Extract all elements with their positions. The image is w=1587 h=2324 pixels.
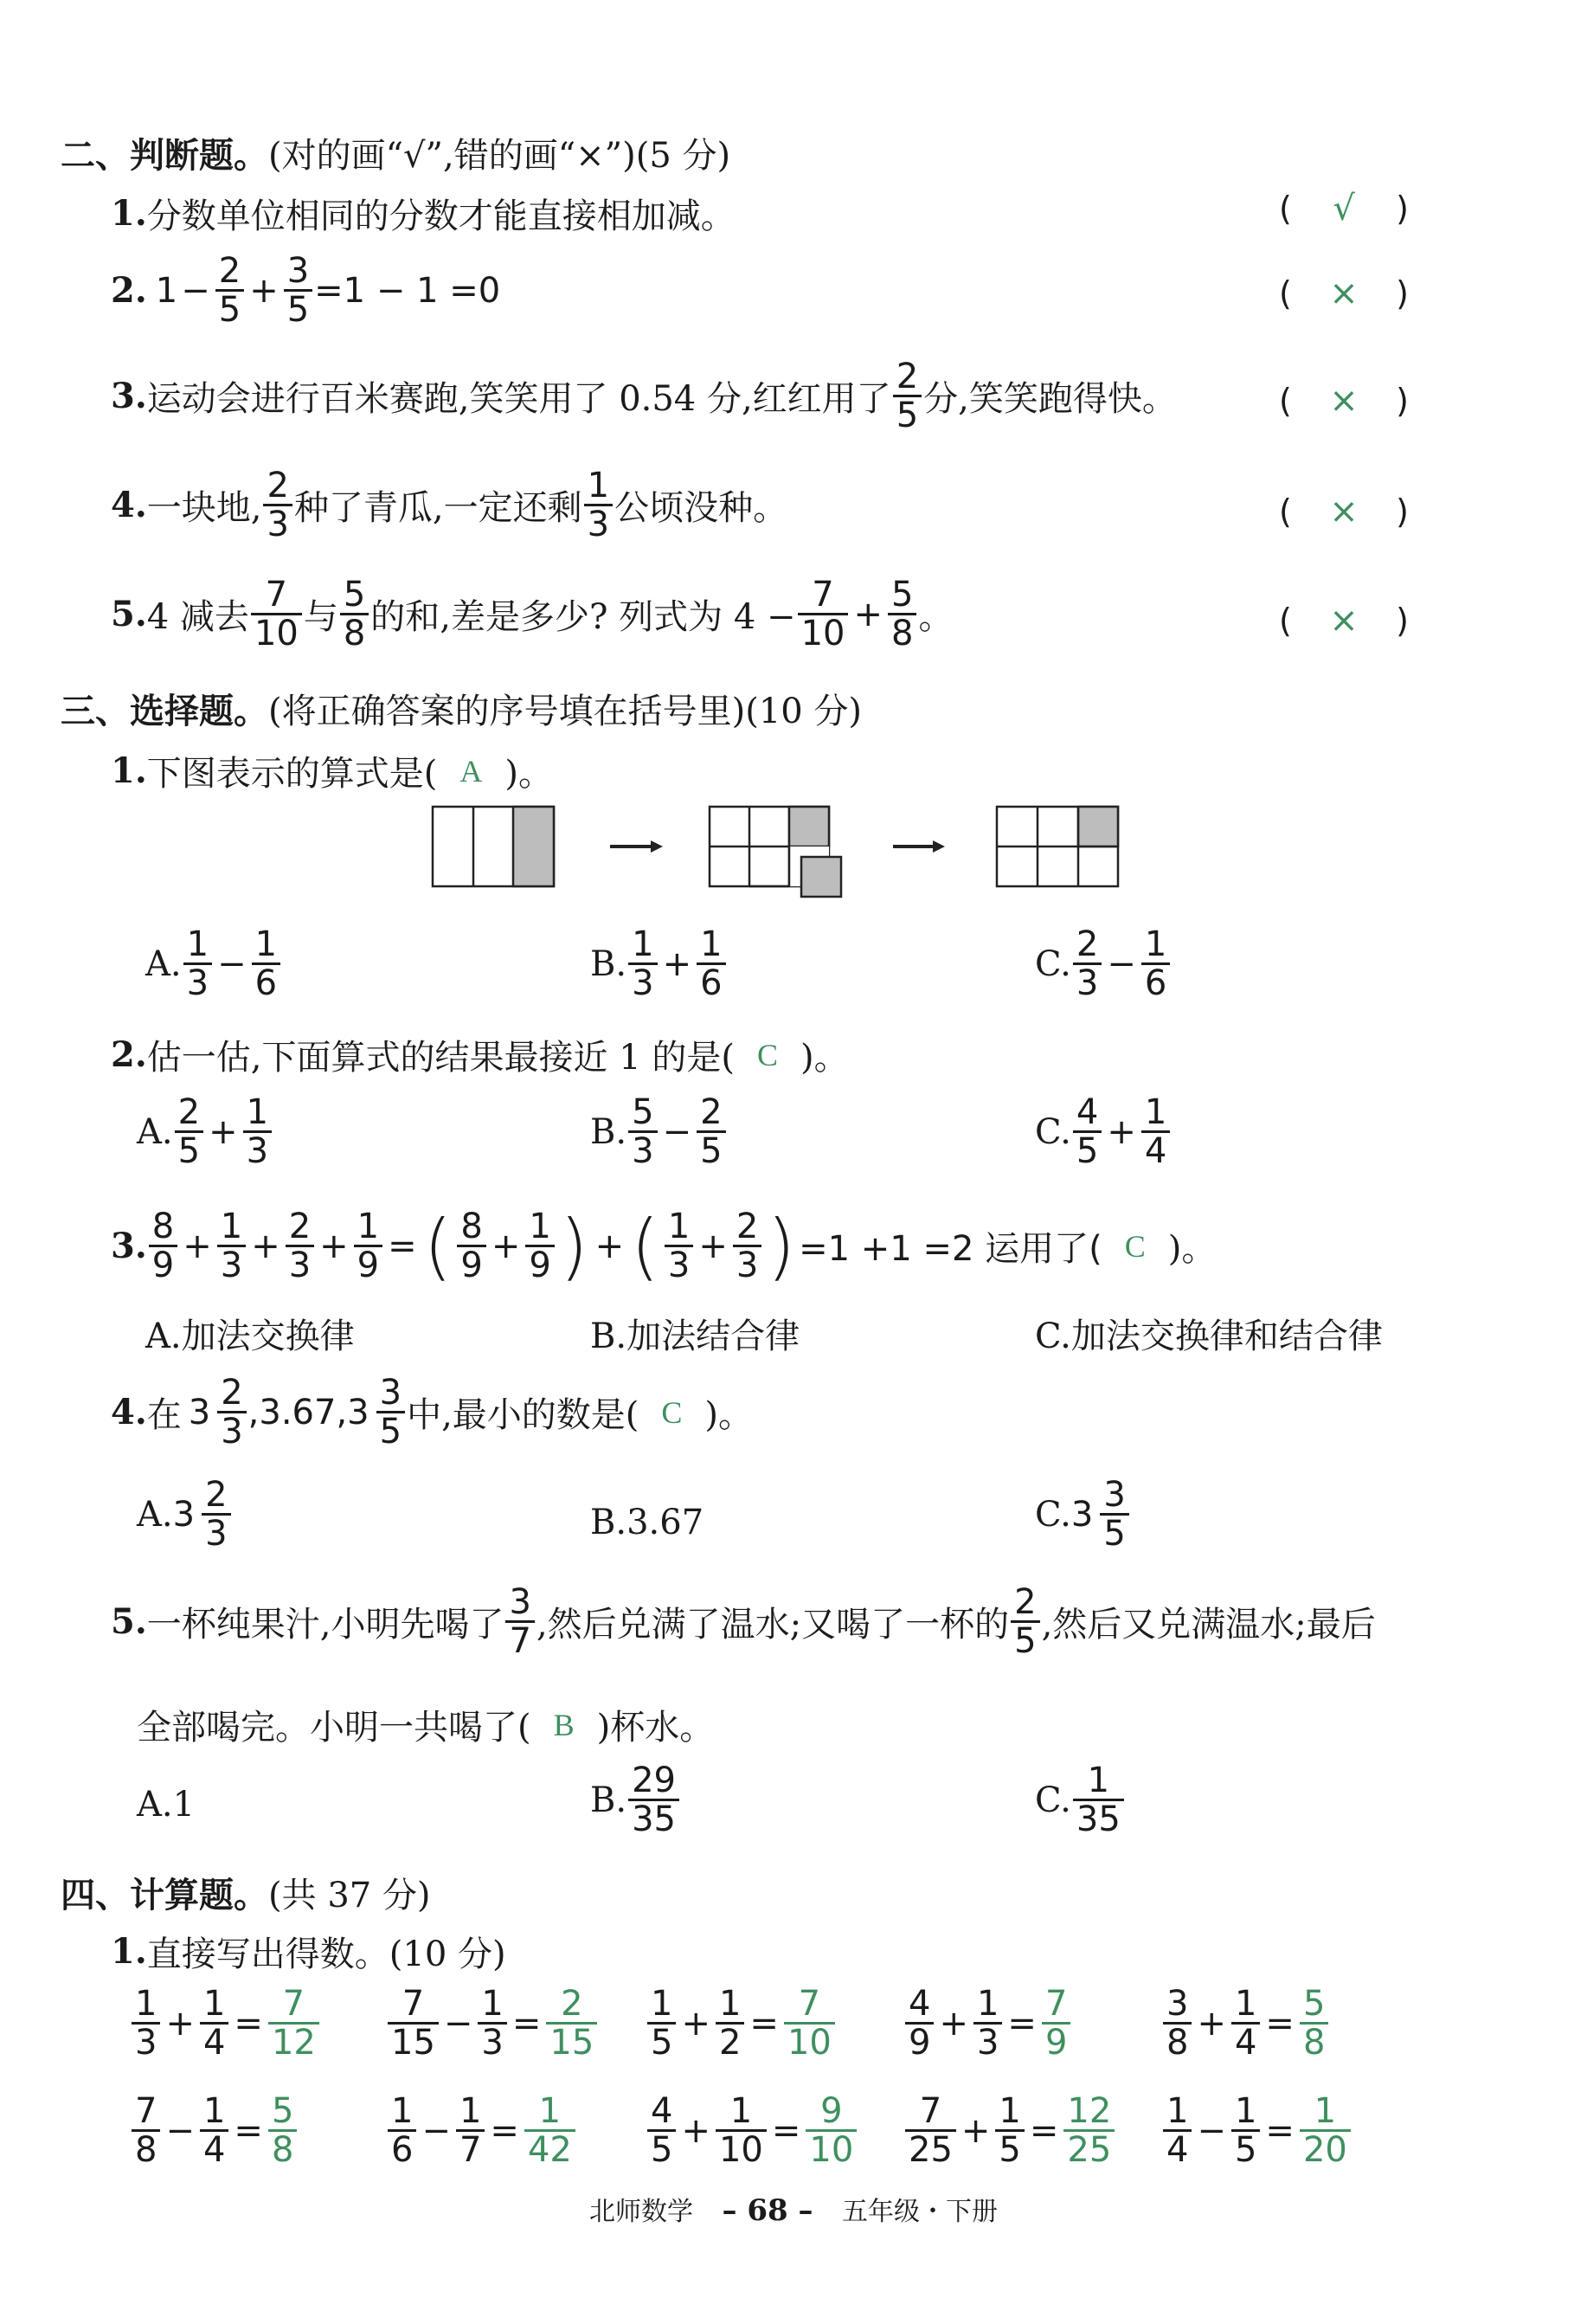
option-a: A.1 bbox=[137, 1785, 196, 1825]
question-number: 2. bbox=[111, 270, 147, 311]
section-4-heading bbox=[61, 1868, 431, 1917]
filled-answer: B bbox=[553, 1707, 575, 1742]
question-number: 5. bbox=[111, 594, 147, 634]
answer-fraction: $\frac{9}{10}$ bbox=[806, 2093, 857, 2168]
choice-question-4: 4. 在 3 $\frac{2}{3}$ ,3.67, 3 $\frac{3}{5}$ 中,最小的数是( C )。 bbox=[111, 1373, 754, 1452]
book-title: 北师数学 bbox=[588, 2197, 693, 2227]
question-number: 5. bbox=[111, 1601, 147, 1642]
fraction: $\frac{4}{9}$ bbox=[905, 1986, 934, 2061]
diagram-whole-thirds bbox=[433, 807, 554, 886]
calc-item: $\frac{4}{5}$ + $\frac{1}{10}$ = $\frac{9}{10}$ bbox=[646, 2093, 858, 2168]
answer-fraction: $\frac{7}{10}$ bbox=[784, 1986, 835, 2061]
fraction: $\frac{7}{15}$ bbox=[388, 1986, 439, 2061]
answer-fraction: $\frac{1}{42}$ bbox=[524, 2093, 575, 2168]
option-b: B.加法结合律 bbox=[590, 1317, 800, 1356]
fraction: $\frac{2}{5}$ bbox=[893, 358, 922, 434]
answer-fraction: $\frac{5}{8}$ bbox=[268, 2093, 297, 2168]
option-b: B. $\frac{1}{3}$ + $\frac{1}{6}$ bbox=[590, 926, 728, 1001]
answer-fraction: $\frac{7}{9}$ bbox=[1042, 1986, 1070, 2061]
fraction: $\frac{5}{8}$ bbox=[340, 576, 369, 652]
fraction: $\frac{1}{4}$ bbox=[200, 2093, 228, 2168]
fraction: $\frac{7}{10}$ bbox=[251, 576, 302, 652]
cross-mark: × bbox=[1329, 601, 1359, 641]
fraction: $\frac{1}{3}$ bbox=[478, 1986, 506, 2061]
check-mark: √ bbox=[1333, 189, 1355, 229]
cross-mark: × bbox=[1329, 492, 1359, 531]
question-number: 4. bbox=[111, 1392, 147, 1432]
arrow-icon bbox=[610, 840, 663, 853]
option-c: C. $\frac{2}{3}$ − $\frac{1}{6}$ bbox=[1035, 926, 1172, 1001]
fraction: $\frac{5}{8}$ bbox=[888, 576, 916, 652]
answer-bracket-5: ( × ) bbox=[1279, 601, 1409, 641]
filled-answer: C bbox=[756, 1037, 778, 1072]
option-c: C. $\frac{4}{5}$ + $\frac{1}{4}$ bbox=[1035, 1094, 1172, 1169]
answer-bracket-4: ( × ) bbox=[1279, 492, 1409, 531]
option-c: C.加法交换律和结合律 bbox=[1035, 1317, 1383, 1356]
diagram-sixths-result bbox=[997, 807, 1118, 886]
fraction: $\frac{7}{8}$ bbox=[132, 2093, 160, 2168]
option-a: A.加法交换律 bbox=[145, 1317, 355, 1356]
filled-answer: C bbox=[661, 1394, 683, 1430]
option-b: B.3.67 bbox=[590, 1503, 704, 1542]
judge-question-5: 5. 4 减去 $\frac{7}{10}$ 与 $\frac{5}{8}$ 的和,差是多少? 列式为 4 − $\frac{7}{10}$ + $\frac{5}{8}$ 。 bbox=[111, 575, 954, 653]
fraction-diagram bbox=[424, 801, 1151, 905]
diagram-sixths-removed bbox=[710, 807, 841, 897]
option-a: A. $\frac{1}{3}$ − $\frac{1}{6}$ bbox=[145, 926, 282, 1001]
answer-fraction: $\frac{12}{25}$ bbox=[1063, 2093, 1115, 2168]
answer-fraction: $\frac{2}{15}$ bbox=[546, 1986, 597, 2061]
judge-question-3: 3. 运动会进行百米赛跑,笑笑用了 0.54 分,红红用了 $\frac{2}{5}$ 分,笑笑跑得快。 bbox=[111, 357, 1177, 435]
filled-answer: C bbox=[1124, 1228, 1146, 1264]
calc-question-1: 1. 直接写出得数。(10 分) bbox=[111, 1931, 506, 1974]
fraction: $\frac{1}{3}$ bbox=[584, 467, 613, 543]
fraction: $\frac{3}{8}$ bbox=[1163, 1986, 1192, 2061]
fraction: $\frac{1}{3}$ bbox=[132, 1986, 160, 2061]
section-note: (对的画“√”,错的画“×”)(5 分) bbox=[268, 136, 731, 176]
question-number: 2. bbox=[111, 1034, 147, 1075]
question-text: 分数单位相同的分数才能直接相加减。 bbox=[146, 196, 736, 236]
fraction: $\frac{1}{5}$ bbox=[647, 1986, 676, 2061]
answer-fraction: $\frac{1}{20}$ bbox=[1300, 2093, 1351, 2168]
calc-item: $\frac{1}{3}$ + $\frac{1}{4}$ = $\frac{7}{12}$ bbox=[130, 1986, 321, 2061]
fraction: $\frac{1}{4}$ bbox=[200, 1986, 228, 2061]
fraction: $\frac{1}{5}$ bbox=[1231, 2093, 1260, 2168]
answer-bracket-2: ( × ) bbox=[1279, 274, 1409, 313]
calc-item: $\frac{3}{8}$ + $\frac{1}{4}$ = $\frac{5}{8}$ bbox=[1161, 1986, 1330, 2061]
fraction: $\frac{1}{4}$ bbox=[1163, 2093, 1192, 2168]
fraction: $\frac{1}{3}$ bbox=[973, 1986, 1002, 2061]
calc-item: $\frac{1}{5}$ + $\frac{1}{2}$ = $\frac{7}{10}$ bbox=[646, 1986, 837, 2061]
answer-bracket-1: ( √ ) bbox=[1279, 189, 1409, 229]
fraction: $\frac{1}{4}$ bbox=[1231, 1986, 1260, 2061]
filled-answer: A bbox=[459, 753, 483, 789]
section-2-heading bbox=[61, 128, 730, 177]
answer-fraction: $\frac{5}{8}$ bbox=[1300, 1986, 1328, 2061]
calc-item: $\frac{4}{9}$ + $\frac{1}{3}$ = $\frac{7}{9}$ bbox=[903, 1986, 1072, 2061]
question-number: 3. bbox=[111, 376, 147, 416]
section-title: 二、判断题。 bbox=[61, 135, 268, 176]
question-number: 4. bbox=[111, 485, 147, 525]
cross-mark: × bbox=[1329, 274, 1359, 313]
option-b: B. $\frac{5}{3}$ − $\frac{2}{5}$ bbox=[590, 1094, 728, 1169]
option-a: A. 3 $\frac{2}{3}$ bbox=[137, 1477, 233, 1552]
fraction: $\frac{1}{10}$ bbox=[716, 2093, 767, 2168]
fraction: $\frac{1}{7}$ bbox=[456, 2093, 485, 2168]
choice-question-5-line2: 全部喝完。小明一共喝了( B )杯水。 bbox=[137, 1707, 715, 1748]
choice-question-1: 1. 下图表示的算式是( A )。 bbox=[111, 750, 553, 794]
section-3-heading bbox=[61, 684, 862, 733]
judge-question-4: 4. 一块地, $\frac{2}{3}$ 种了青瓜,一定还剩 $\frac{1}{3}$ 公顷没种。 bbox=[111, 466, 788, 544]
option-c: C. 3 $\frac{3}{5}$ bbox=[1035, 1477, 1131, 1552]
choice-question-5: 5. 一杯纯果汁,小明先喝了 $\frac{3}{7}$ ,然后兑满了温水;又喝了一杯的 $\frac{2}{5}$ ,然后又兑满温水;最后 bbox=[111, 1582, 1376, 1661]
calc-item: $\frac{7}{15}$ − $\frac{1}{3}$ = $\frac{2}{15}$ bbox=[386, 1986, 599, 2061]
choice-question-2: 2. 估一估,下面算式的结果最接近 1 的是( C )。 bbox=[111, 1034, 849, 1078]
grade-label: 五年级・下册 bbox=[842, 2197, 999, 2227]
section-note: (共 37 分) bbox=[268, 1876, 431, 1915]
fraction: $\frac{7}{10}$ bbox=[798, 576, 849, 652]
fraction: $\frac{3}{5}$ bbox=[284, 253, 312, 328]
calc-item: $\frac{7}{25}$ + $\frac{1}{5}$ = $\frac{12}{25}$ bbox=[903, 2093, 1116, 2168]
calc-item: $\frac{7}{8}$ − $\frac{1}{4}$ = $\frac{5}{8}$ bbox=[130, 2093, 299, 2168]
fraction: $\frac{1}{6}$ bbox=[388, 2093, 416, 2168]
fraction: $\frac{4}{5}$ bbox=[647, 2093, 676, 2168]
fraction: $\frac{1}{2}$ bbox=[716, 1986, 744, 2061]
question-number: 1. bbox=[111, 193, 147, 234]
answer-bracket-3: ( × ) bbox=[1279, 381, 1409, 421]
fraction: $\frac{2}{3}$ bbox=[263, 467, 292, 543]
judge-question-1 bbox=[111, 189, 736, 238]
option-a: A. $\frac{2}{5}$ + $\frac{1}{3}$ bbox=[137, 1094, 273, 1169]
question-number: 1. bbox=[111, 1931, 147, 1972]
cross-mark: × bbox=[1329, 381, 1359, 421]
section-title: 三、选择题。 bbox=[61, 691, 268, 731]
option-c: C. $\frac{1}{35}$ bbox=[1035, 1762, 1126, 1838]
calc-item: $\frac{1}{4}$ − $\frac{1}{5}$ = $\frac{1}{20}$ bbox=[1161, 2093, 1352, 2168]
question-number: 3. bbox=[111, 1226, 147, 1266]
fraction: $\frac{1}{5}$ bbox=[995, 2093, 1024, 2168]
page-number: – 68 – bbox=[722, 2193, 813, 2228]
option-b: B. $\frac{29}{35}$ bbox=[590, 1762, 681, 1838]
fraction: $\frac{2}{5}$ bbox=[215, 253, 244, 328]
section-title: 四、计算题。 bbox=[61, 1875, 268, 1915]
answer-fraction: $\frac{7}{12}$ bbox=[268, 1986, 319, 2061]
question-number: 1. bbox=[111, 750, 147, 791]
section-note: (将正确答案的序号填在括号里)(10 分) bbox=[268, 692, 863, 731]
fraction: $\frac{7}{25}$ bbox=[905, 2093, 956, 2168]
calc-item: $\frac{1}{6}$ − $\frac{1}{7}$ = $\frac{1}{42}$ bbox=[386, 2093, 577, 2168]
judge-question-2: 2. 1 − $\frac{2}{5}$ + $\frac{3}{5}$ =1 − 1 =0 bbox=[111, 251, 501, 330]
choice-question-3: 3. $\frac{8}{9}$ + $\frac{1}{3}$ + $\frac{2}{3}$ + $\frac{1}{9}$ = ( $\frac{8}{9}$ + $\frac{1}{9}$ ) + ( $\frac{1}{3}$ + $\frac{2}{3}$ ) =1 +1 =2 运用了( C )。 bbox=[111, 1203, 1217, 1289]
page-footer bbox=[0, 2190, 1587, 2228]
arrow-icon bbox=[893, 840, 945, 853]
